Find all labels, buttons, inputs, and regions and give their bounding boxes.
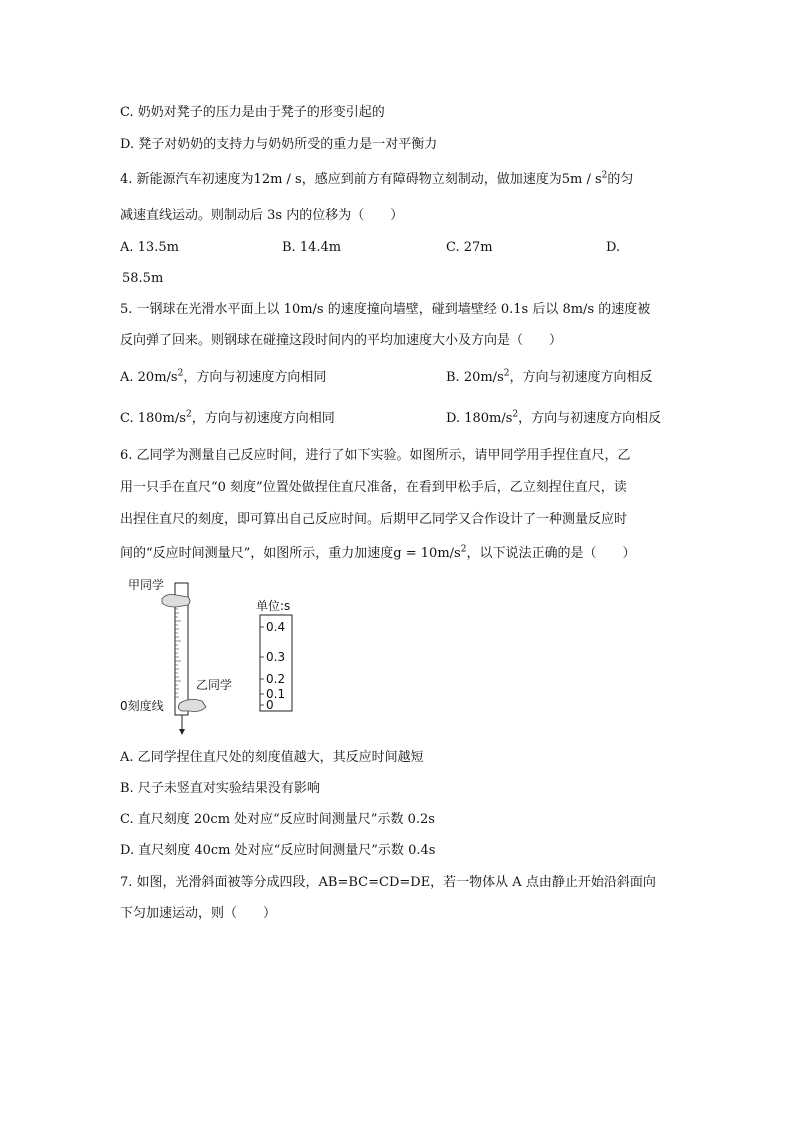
- q5-option-c-exponent: 2: [185, 409, 192, 420]
- q4-stem-line-2: 减速直线运动。则制动后 3s 内的位移为（ ）: [120, 208, 404, 223]
- q4-stem-part-3: 的匀: [607, 172, 634, 187]
- label-yi: 乙同学: [196, 678, 233, 692]
- q5-option-a-exponent: 2: [177, 368, 184, 379]
- q5-option-b-direction: ，方向与初速度方向相反: [509, 370, 653, 385]
- q5-option-d-value: D. 180m/s: [446, 411, 513, 426]
- scale-tick-0.3: 0.3: [266, 650, 286, 664]
- q5-stem-line-2: 反向弹了回来。则钢球在碰撞这段时间内的平均加速度大小及方向是（ ）: [120, 333, 563, 348]
- q6-option-b: B. 尺子未竖直对实验结果没有影响: [120, 781, 320, 796]
- label-zero-line: 0刻度线: [120, 699, 164, 713]
- q4-stem-part-2: ，感应到前方有障碍物立刻制动，做加速度为: [301, 172, 562, 187]
- q5-option-d-direction: ，方向与初速度方向相反: [518, 411, 662, 426]
- q4-option-d-value: 58.5m: [122, 271, 164, 286]
- q6-stem-line-2: 用一只手在直尺“0 刻度”位置处做捏住直尺准备，在看到甲松手后，乙立刻捏住直尺，读: [120, 480, 627, 495]
- yi-hand-icon: [178, 699, 206, 711]
- q6-option-a: A. 乙同学捏住直尺处的刻度值越大，其反应时间越短: [120, 750, 424, 765]
- q4-initial-velocity: 12m / s: [253, 172, 302, 187]
- q6-stem-part-1: 间的“反应时间测量尺”，如图所示，重力加速度: [120, 546, 394, 561]
- q5-option-c-value: C. 180m/s: [120, 411, 186, 426]
- scale-tick-0.4: 0.4: [266, 620, 286, 634]
- q5-stem-line-1: 5. 一钢球在光滑水平面上以 10m/s 的速度撞向墙壁，碰到墙壁经 0.1s 后以 8m/s 的速度被: [120, 302, 651, 317]
- q6-stem-line-4: [120, 545, 635, 563]
- q6-stem-part-2: ，以下说法正确的是（ ）: [466, 546, 636, 561]
- q5-option-b: [446, 369, 653, 387]
- q4-option-b: B. 14.4m: [282, 240, 342, 255]
- q4-option-a: A. 13.5m: [120, 240, 179, 255]
- q6-stem-line-3: 出捏住直尺的刻度，即可算出自己反应时间。后期甲乙同学又合作设计了一种测量反应时: [120, 512, 628, 527]
- q6-gravity-exponent: 2: [460, 544, 467, 555]
- q6-option-d: D. 直尺刻度 40cm 处对应“反应时间测量尺”示数 0.4s: [120, 843, 436, 858]
- q6-gravity-value: g = 10m/s: [393, 546, 461, 561]
- q7-stem-line-2: 下匀加速运动，则（ ）: [120, 906, 277, 921]
- q5-option-a-value: A. 20m/s: [120, 370, 178, 385]
- q3-option-d: D. 凳子对奶奶的支持力与奶奶所受的重力是一对平衡力: [120, 137, 438, 152]
- q5-option-c: [120, 410, 335, 428]
- q5-option-b-value: B. 20m/s: [446, 370, 504, 385]
- q5-option-d: [446, 410, 661, 428]
- q4-option-d: D.: [606, 240, 621, 255]
- q5-option-c-direction: ，方向与初速度方向相同: [191, 411, 335, 426]
- scale-tick-0: 0: [266, 698, 274, 712]
- q6-option-c: C. 直尺刻度 20cm 处对应“反应时间测量尺”示数 0.2s: [120, 812, 435, 827]
- q7-stem-line-1: 7. 如图，光滑斜面被等分成四段，AB=BC=CD=DE，若一物体从 A 点由静止开始沿斜面向: [120, 875, 656, 890]
- scale-unit: 单位:s: [256, 599, 291, 613]
- q4-option-c: C. 27m: [446, 240, 493, 255]
- q4-stem-part-1: 4. 新能源汽车初速度为: [120, 172, 254, 187]
- q5-option-a-direction: ，方向与初速度方向相同: [183, 370, 327, 385]
- q3-option-c: C. 奶奶对凳子的压力是由于凳子的形变引起的: [120, 105, 385, 120]
- q5-option-a: [120, 369, 326, 387]
- scale-tick-0.1: 0.1: [266, 687, 286, 701]
- label-jia: 甲同学: [128, 578, 165, 592]
- q4-acceleration: 5m / s: [561, 172, 602, 187]
- q6-stem-line-1: 6. 乙同学为测量自己反应时间，进行了如下实验。如图所示，请甲同学用手捏住直尺，乙: [120, 448, 631, 463]
- q5-option-b-exponent: 2: [503, 368, 510, 379]
- fall-arrow-icon: [179, 729, 185, 735]
- reaction-time-figure: [110, 575, 310, 745]
- scale-tick-0.2: 0.2: [266, 672, 286, 686]
- q4-stem-line-1: [120, 171, 633, 189]
- jia-hand-icon: [162, 595, 190, 608]
- q4-acceleration-exponent: 2: [601, 170, 608, 181]
- q5-option-d-exponent: 2: [512, 409, 519, 420]
